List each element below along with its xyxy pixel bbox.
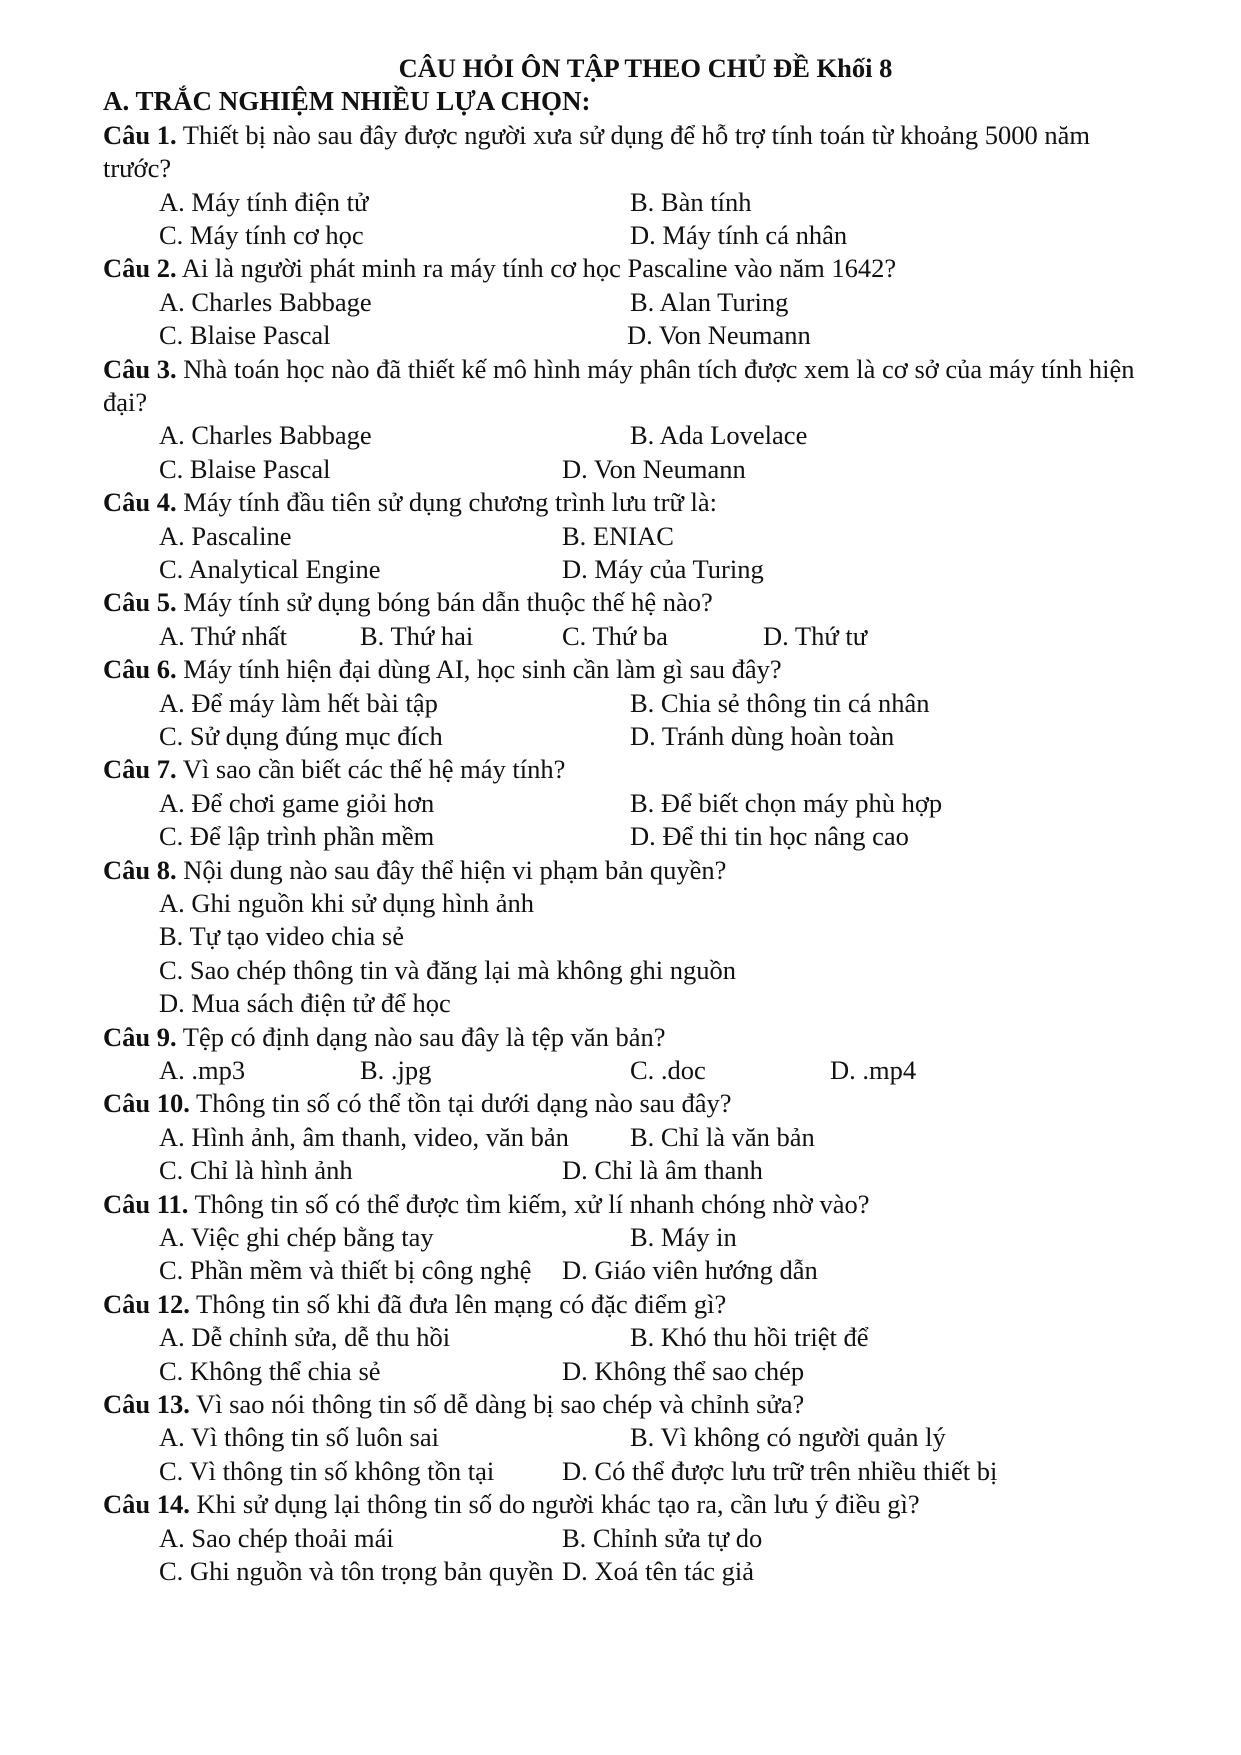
question-text bbox=[103, 753, 1148, 786]
option-c: C. .doc bbox=[630, 1054, 706, 1085]
question-block bbox=[103, 1021, 1148, 1088]
question-text bbox=[103, 854, 1148, 887]
option-d: D. Von Neumann bbox=[627, 320, 811, 351]
question-number: Câu 10. bbox=[103, 1088, 190, 1119]
question-body: Tệp có định dạng nào sau đây là tệp văn bản? bbox=[176, 1021, 666, 1052]
option-a: A. Máy tính điện tử bbox=[159, 186, 369, 217]
question-text bbox=[103, 586, 1148, 619]
question-body: Thiết bị nào sau đây được người xưa sử dụng để hỗ trợ tính toán từ khoảng 5000 năm trước? bbox=[103, 119, 1091, 184]
question-block bbox=[103, 119, 1148, 253]
option-c: C. Blaise Pascal bbox=[159, 453, 331, 484]
option-b: B. Bàn tính bbox=[630, 186, 752, 217]
question-block bbox=[103, 753, 1148, 853]
question-number: Câu 12. bbox=[103, 1288, 190, 1319]
option-d: D. Không thể sao chép bbox=[562, 1355, 805, 1386]
option-d: D. Có thể được lưu trữ trên nhiều thiết bị bbox=[562, 1455, 998, 1486]
option-row bbox=[103, 186, 1148, 219]
option-row bbox=[103, 520, 1148, 553]
option-d: D. Tránh dùng hoàn toàn bbox=[630, 720, 895, 751]
option-row bbox=[103, 1421, 1148, 1454]
question-text bbox=[103, 486, 1148, 519]
question-body: Thông tin số có thể tồn tại dưới dạng nào sau đây? bbox=[189, 1088, 732, 1119]
document-page bbox=[103, 52, 1148, 1588]
option-row bbox=[103, 219, 1148, 252]
option-c: C. Blaise Pascal bbox=[159, 320, 331, 351]
question-number: Câu 4. bbox=[103, 487, 177, 518]
option-c: C. Sao chép thông tin và đăng lại mà không ghi nguồn bbox=[159, 954, 737, 985]
option-a: A. Vì thông tin số luôn sai bbox=[159, 1422, 439, 1453]
question-number: Câu 14. bbox=[103, 1489, 190, 1520]
option-c: C. Vì thông tin số không tồn tại bbox=[159, 1455, 495, 1486]
option-a: A. .mp3 bbox=[159, 1054, 246, 1085]
option-b: B. Khó thu hồi triệt để bbox=[630, 1322, 869, 1353]
question-body: Thông tin số khi đã đưa lên mạng có đặc điểm gì? bbox=[189, 1288, 727, 1319]
option-b: B. Chỉnh sửa tự do bbox=[562, 1522, 763, 1553]
question-block bbox=[103, 653, 1148, 753]
option-d: D. Giáo viên hướng dẫn bbox=[562, 1255, 818, 1286]
question-block bbox=[103, 252, 1148, 352]
question-text bbox=[103, 653, 1148, 686]
question-body: Vì sao nói thông tin số dễ dàng bị sao chép và chỉnh sửa? bbox=[189, 1388, 805, 1419]
question-number: Câu 1. bbox=[103, 119, 177, 150]
question-text bbox=[103, 1087, 1148, 1120]
question-body: Khi sử dụng lại thông tin số do người khác tạo ra, cần lưu ý điều gì? bbox=[189, 1489, 920, 1520]
option-c: C. Analytical Engine bbox=[159, 553, 381, 584]
option-b: B. Alan Turing bbox=[630, 286, 789, 317]
option-a: A. Để chơi game giỏi hơn bbox=[159, 787, 435, 818]
option-row bbox=[103, 1154, 1148, 1187]
option-row bbox=[103, 1355, 1148, 1388]
question-block bbox=[103, 1188, 1148, 1288]
document-title: CÂU HỎI ÔN TẬP THEO CHỦ ĐỀ Khối 8 bbox=[398, 53, 893, 83]
option-row bbox=[103, 720, 1148, 753]
question-number: Câu 7. bbox=[103, 754, 177, 785]
question-text bbox=[103, 119, 1148, 186]
option-b: B. Máy in bbox=[630, 1221, 737, 1252]
option-b: B. Để biết chọn máy phù hợp bbox=[630, 787, 943, 818]
question-number: Câu 13. bbox=[103, 1388, 190, 1419]
question-block bbox=[103, 586, 1148, 653]
question-block bbox=[103, 1288, 1148, 1388]
question-body: Máy tính hiện đại dùng AI, học sinh cần làm gì sau đây? bbox=[176, 654, 782, 685]
option-row bbox=[103, 787, 1148, 820]
option-b: B. Tự tạo video chia sẻ bbox=[159, 921, 404, 952]
question-number: Câu 5. bbox=[103, 587, 177, 618]
question-block bbox=[103, 854, 1148, 1021]
option-row bbox=[103, 319, 1148, 352]
option-row bbox=[103, 1555, 1148, 1588]
option-row bbox=[103, 453, 1148, 486]
question-text bbox=[103, 1021, 1148, 1054]
option-a: A. Để máy làm hết bài tập bbox=[159, 687, 438, 718]
option-row bbox=[103, 687, 1148, 720]
question-block bbox=[103, 1388, 1148, 1488]
option-d: D. Máy của Turing bbox=[562, 553, 764, 584]
option-a: A. Hình ảnh, âm thanh, video, văn bản bbox=[159, 1121, 569, 1152]
option-b: B. Thứ hai bbox=[360, 620, 474, 651]
option-d: D. Xoá tên tác giả bbox=[562, 1555, 755, 1586]
option-a: A. Charles Babbage bbox=[159, 420, 372, 451]
option-row bbox=[103, 1254, 1148, 1287]
question-text bbox=[103, 252, 1148, 285]
question-body: Nội dung nào sau đây thể hiện vi phạm bản quyền? bbox=[176, 854, 727, 885]
question-number: Câu 11. bbox=[103, 1188, 189, 1219]
question-block bbox=[103, 486, 1148, 586]
option-c: C. Chỉ là hình ảnh bbox=[159, 1155, 353, 1186]
option-b: B. Ada Lovelace bbox=[630, 420, 808, 451]
option-c: C. Ghi nguồn và tôn trọng bản quyền bbox=[159, 1555, 554, 1586]
question-text bbox=[103, 1188, 1148, 1221]
option-c: C. Sử dụng đúng mục đích bbox=[159, 720, 443, 751]
question-body: Máy tính sử dụng bóng bán dẫn thuộc thế hệ nào? bbox=[176, 587, 713, 618]
question-body: Ai là người phát minh ra máy tính cơ học Pascaline vào năm 1642? bbox=[176, 253, 897, 284]
option-a: A. Thứ nhất bbox=[159, 620, 287, 651]
option-c: C. Máy tính cơ học bbox=[159, 220, 364, 251]
section-heading: A. TRẮC NGHIỆM NHIỀU LỰA CHỌN: bbox=[103, 86, 591, 117]
question-body: Máy tính đầu tiên sử dụng chương trình lưu trữ là: bbox=[176, 487, 717, 518]
question-block bbox=[103, 1087, 1148, 1187]
option-row bbox=[103, 1121, 1148, 1154]
option-c: C. Phần mềm và thiết bị công nghệ bbox=[159, 1255, 532, 1286]
option-d: D. .mp4 bbox=[830, 1054, 917, 1085]
option-a: A. Charles Babbage bbox=[159, 286, 372, 317]
question-text bbox=[103, 1288, 1148, 1321]
option-d: D. Chỉ là âm thanh bbox=[562, 1155, 763, 1186]
option-row bbox=[103, 553, 1148, 586]
option-d: D. Von Neumann bbox=[562, 453, 746, 484]
option-a: A. Sao chép thoải mái bbox=[159, 1522, 394, 1553]
question-number: Câu 8. bbox=[103, 854, 177, 885]
option-row bbox=[103, 1522, 1148, 1555]
question-number: Câu 2. bbox=[103, 253, 177, 284]
option-row bbox=[103, 620, 1148, 653]
question-body: Thông tin số có thể được tìm kiếm, xử lí nhanh chóng nhờ vào? bbox=[188, 1188, 870, 1219]
option-c: C. Để lập trình phần mềm bbox=[159, 821, 435, 852]
option-a: A. Ghi nguồn khi sử dụng hình ảnh bbox=[159, 887, 535, 918]
question-body: Vì sao cần biết các thế hệ máy tính? bbox=[176, 754, 566, 785]
option-row bbox=[103, 1455, 1148, 1488]
option-row bbox=[103, 1054, 1148, 1087]
option-c: C. Không thể chia sẻ bbox=[159, 1355, 381, 1386]
question-block bbox=[103, 1488, 1148, 1588]
option-d: D. Mua sách điện tử để học bbox=[159, 988, 451, 1019]
option-row bbox=[103, 1321, 1148, 1354]
question-number: Câu 3. bbox=[103, 353, 177, 384]
question-body: Nhà toán học nào đã thiết kế mô hình máy phân tích được xem là cơ sở của máy tính hiện đại? bbox=[103, 353, 1135, 417]
option-a: A. Pascaline bbox=[159, 520, 292, 551]
option-row bbox=[103, 1221, 1148, 1254]
question-number: Câu 9. bbox=[103, 1021, 177, 1052]
question-text bbox=[103, 1488, 1148, 1521]
option-b: B. .jpg bbox=[360, 1054, 432, 1085]
option-row bbox=[103, 419, 1148, 452]
option-b: B. ENIAC bbox=[562, 520, 674, 551]
question-block bbox=[103, 353, 1148, 487]
option-d: D. Để thi tin học nâng cao bbox=[630, 821, 909, 852]
option-row bbox=[103, 820, 1148, 853]
option-a: A. Dễ chỉnh sửa, dễ thu hồi bbox=[159, 1322, 451, 1353]
question-number: Câu 6. bbox=[103, 654, 177, 685]
option-b: B. Vì không có người quản lý bbox=[630, 1422, 946, 1453]
option-row bbox=[103, 286, 1148, 319]
option-b: B. Chia sẻ thông tin cá nhân bbox=[630, 687, 930, 718]
question-text bbox=[103, 353, 1148, 420]
option-c: C. Thứ ba bbox=[562, 620, 668, 651]
option-d: D. Máy tính cá nhân bbox=[630, 220, 848, 251]
option-a: A. Việc ghi chép bằng tay bbox=[159, 1221, 434, 1252]
option-b: B. Chỉ là văn bản bbox=[630, 1121, 815, 1152]
option-d: D. Thứ tư bbox=[763, 620, 868, 651]
question-text bbox=[103, 1388, 1148, 1421]
